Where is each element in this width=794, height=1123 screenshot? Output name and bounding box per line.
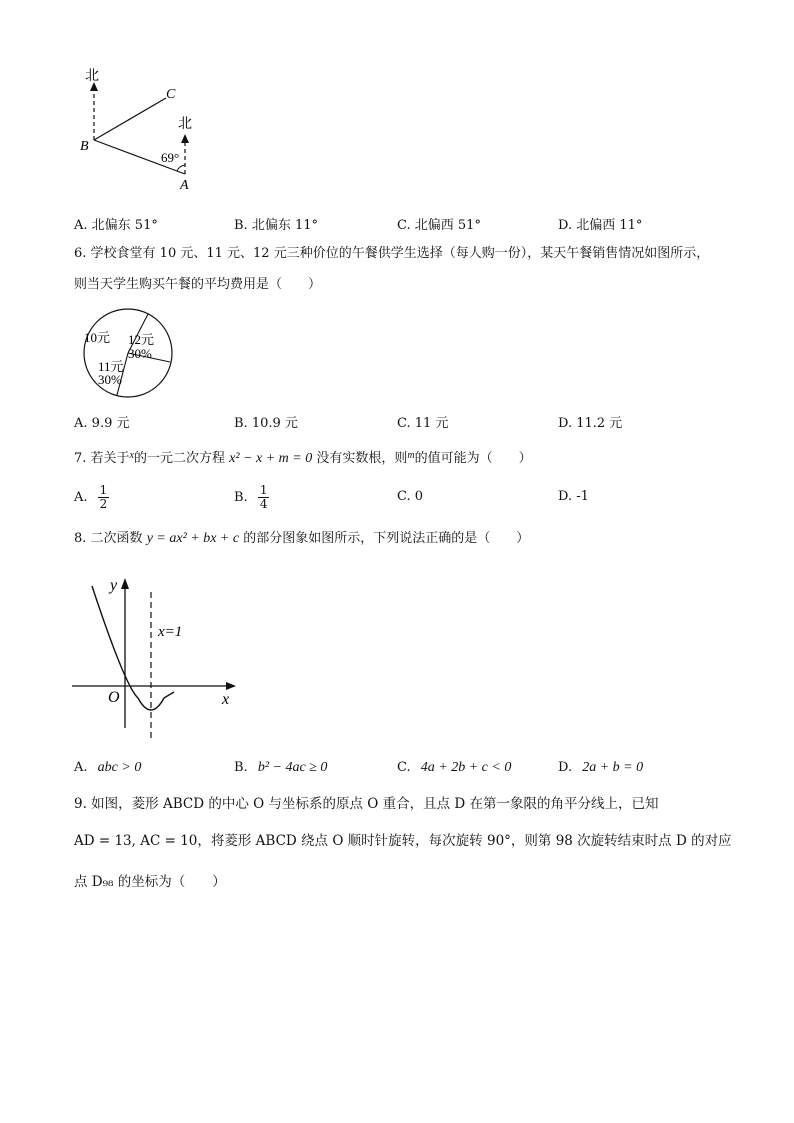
q6-option-a[interactable]: A. 9.9 元 xyxy=(74,416,130,431)
pie-label-11: 11元 xyxy=(98,359,124,374)
q7-equation: x² − x + m = 0 xyxy=(229,451,313,466)
pie-label-10: 10元 xyxy=(84,330,111,345)
q5-option-b[interactable]: B. 北偏东 11° xyxy=(234,218,319,233)
q8-equation: y = ax² + bx + c xyxy=(146,531,240,546)
symmetry-axis-label: x=1 xyxy=(158,624,183,640)
q6-option-d[interactable]: D. 11.2 元 xyxy=(558,416,623,431)
q7-option-d[interactable]: D. -1 xyxy=(558,489,589,504)
parabola-figure xyxy=(68,572,244,744)
q7-option-b[interactable]: B. $\frac{1}{4}$ xyxy=(234,483,268,511)
q7-option-a[interactable]: A. $\frac{1}{2}$ xyxy=(74,483,108,511)
q8-option-b[interactable]: B. b² − 4ac ≥ 0 xyxy=(234,760,328,775)
point-b-label: B xyxy=(80,139,89,154)
origin-label: O xyxy=(108,689,120,706)
north-label-a: 北 xyxy=(178,117,192,132)
q9-text-line2: AD = 13, AC = 10，将菱形 ABCD 绕点 O 顺时针旋转，每次旋转 90°，则第 98 次旋转结束时点 D 的对应 xyxy=(74,833,732,849)
pie-pct-11: 30% xyxy=(98,372,122,387)
q9-text-line3: 点 D₉₈ 的坐标为（ ） xyxy=(74,874,226,890)
q6-text-line1: 6. 学校食堂有 10 元、11 元、12 元三种价位的午餐供学生选择（每人购一份），某天午餐销售情况如图所示， xyxy=(74,246,710,261)
q5-option-d[interactable]: D. 北偏西 11° xyxy=(558,218,643,233)
point-c-label: C xyxy=(166,87,176,102)
pie-figure xyxy=(70,306,188,400)
q6-option-b[interactable]: B. 10.9 元 xyxy=(234,416,298,431)
pie-pct-12: 30% xyxy=(128,346,152,361)
q9-text-line1: 9. 如图，菱形 ABCD 的中心 O 与坐标系的原点 O 重合，且点 D 在第一象限的角平分线上，已知 xyxy=(74,796,659,812)
q8-text: 8. 二次函数 y = ax² + bx + c 的部分图象如图所示，下列说法正确的是（ ） xyxy=(74,531,530,546)
q7-option-c[interactable]: C. 0 xyxy=(397,489,424,504)
fraction: $\frac{1}{2}$ xyxy=(99,483,108,511)
direction-figure xyxy=(70,62,210,197)
x-axis-label: x xyxy=(222,691,230,708)
q8-option-a[interactable]: A. abc > 0 xyxy=(74,760,142,775)
q5-option-c[interactable]: C. 北偏西 51° xyxy=(397,218,481,233)
point-a-label: A xyxy=(180,178,189,193)
q8-option-d[interactable]: D. 2a + b = 0 xyxy=(558,760,644,775)
q6-option-c[interactable]: C. 11 元 xyxy=(397,416,449,431)
q6-text-line2: 则当天学生购买午餐的平均费用是（ ） xyxy=(74,277,322,292)
y-axis-label: y xyxy=(110,577,118,594)
q7-text: 7. 若关于$^x$的一元二次方程 x² − x + m = 0 没有实数根，则$^m$的值可能为（ ） xyxy=(74,450,532,466)
q8-option-c[interactable]: C. 4a + 2b + c < 0 xyxy=(397,760,512,775)
q5-option-a[interactable]: A. 北偏东 51° xyxy=(74,218,158,233)
angle-label: 69° xyxy=(161,150,180,165)
north-label-b: 北 xyxy=(85,69,99,84)
fraction: $\frac{1}{4}$ xyxy=(259,483,268,511)
pie-label-12: 12元 xyxy=(128,332,155,347)
